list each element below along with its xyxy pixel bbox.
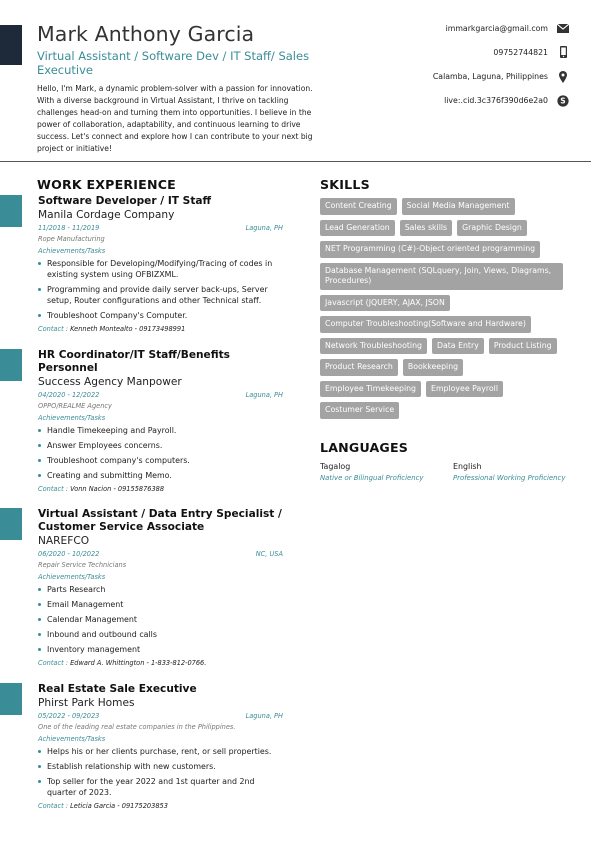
skill-chip: Network Troubleshooting (320, 338, 427, 355)
reference-label: Contact : (38, 485, 68, 493)
job-reference (38, 325, 286, 333)
profile-summary: Hello, I'm Mark, a dynamic problem-solver with a passion for innovation. With a diverse background in Virtual Assistant, I thrive on tackling challenges head-on and turning them into opportunities. I believe in the power of collaboration, adaptability, and continuous learning to drive success. Let's connect and explore how I can contribute to your next big project or initiative! (37, 84, 313, 153)
list-item: Calendar Management (38, 614, 286, 625)
list-item: Parts Research (38, 584, 286, 595)
email-text[interactable]: immarkgarcia@gmail.com (445, 23, 548, 33)
skype-text[interactable]: live:.cid.3c376f390d6e2a0 (444, 96, 548, 106)
job-description: Repair Service Technicians (38, 561, 127, 569)
job-company: Phirst Park Homes (38, 697, 135, 709)
skill-chip: Social Media Management (402, 198, 515, 215)
skill-chip: Content Creating (320, 198, 397, 215)
skill-chip: Database Management (SQLquery, Join, Views, Diagrams, Procedures) (320, 263, 563, 290)
task-list (38, 425, 286, 481)
envelope-icon (557, 22, 569, 34)
list-item: Troubleshoot Company's Computer. (38, 310, 286, 321)
reference-contact: Vonn Nacion - 09155876388 (70, 485, 165, 493)
skills-heading: SKILLS (320, 177, 370, 192)
job-accent-bar (0, 195, 22, 227)
candidate-role: Virtual Assistant / Software Dev / IT Staff/ Sales Executive (37, 49, 310, 77)
task-list (38, 746, 286, 798)
candidate-name: Mark Anthony Garcia (37, 22, 255, 46)
job-title: Real Estate Sale Executive (38, 683, 197, 695)
achievements-label: Achievements/Tasks (38, 735, 106, 743)
job-dates: 04/2020 - 12/2022 (38, 391, 100, 399)
phone-icon (557, 46, 569, 58)
reference-label: Contact : (38, 802, 68, 810)
contact-phone[interactable] (433, 46, 569, 58)
job-dates: 05/2022 - 09/2023 (38, 712, 100, 720)
reference-label: Contact : (38, 659, 68, 667)
skill-chip: Product Research (320, 359, 398, 376)
contact-info (433, 22, 569, 119)
skill-chip: Bookkeeping (403, 359, 463, 376)
job-reference (38, 802, 286, 810)
job-dates: 06/2020 - 10/2022 (38, 550, 100, 558)
job-meta (38, 224, 286, 234)
skill-chip: Data Entry (432, 338, 484, 355)
task-list (38, 258, 286, 321)
job-location: NC, USA (255, 550, 283, 558)
header-accent-bar (0, 25, 22, 65)
skill-chip: Computer Troubleshooting(Software and Hardware) (320, 316, 531, 333)
job-meta (38, 550, 286, 560)
job-company: Success Agency Manpower (38, 376, 182, 388)
job-description: Rope Manufacturing (38, 235, 105, 243)
job-location: Laguna, PH (245, 391, 283, 399)
job-meta (38, 391, 286, 401)
skill-chip: Employee Payroll (426, 381, 503, 398)
skype-icon (557, 95, 569, 107)
job-location: Laguna, PH (245, 224, 283, 232)
job-dates: 11/2018 - 11/2019 (38, 224, 100, 232)
achievements-label: Achievements/Tasks (38, 414, 106, 422)
list-item: Email Management (38, 599, 286, 610)
list-item: Handle Timekeeping and Payroll. (38, 425, 286, 436)
skill-chip: NET Programming (C#)-Object oriented programming (320, 241, 540, 258)
list-item: Answer Employees concerns. (38, 440, 286, 451)
task-list (38, 584, 286, 655)
list-item: Responsible for Developing/Modifying/Tracing of codes in existing system using OFBIZXML. (38, 258, 286, 280)
languages-heading: LANGUAGES (320, 440, 409, 455)
job-company: Manila Cordage Company (38, 209, 175, 221)
skills-list (320, 198, 570, 424)
list-item: Creating and submitting Memo. (38, 470, 286, 481)
list-item: Inbound and outbound calls (38, 629, 286, 640)
language-item (453, 462, 583, 483)
list-item: Establish relationship with new customers. (38, 761, 286, 772)
job-description: OPPO/REALME Agency (38, 402, 112, 410)
job-accent-bar (0, 349, 22, 381)
language-name: English (453, 462, 482, 471)
skill-chip: Lead Generation (320, 220, 395, 237)
language-name: Tagalog (320, 462, 351, 471)
achievements-label: Achievements/Tasks (38, 573, 106, 581)
job-description: One of the leading real estate companies in the Philippines. (38, 723, 236, 731)
job-accent-bar (0, 508, 22, 540)
work-experience-heading: WORK EXPERIENCE (37, 177, 176, 192)
list-item: Inventory management (38, 644, 286, 655)
skill-chip: Product Listing (489, 338, 557, 355)
job-reference (38, 485, 286, 493)
job-meta (38, 712, 286, 722)
job-company: NAREFCO (38, 535, 90, 547)
language-item (320, 462, 450, 483)
job-location: Laguna, PH (245, 712, 283, 720)
achievements-label: Achievements/Tasks (38, 247, 106, 255)
skill-chip: Costumer Service (320, 402, 399, 419)
contact-address (433, 71, 569, 83)
skill-chip: Employee Timekeeping (320, 381, 421, 398)
language-level: Professional Working Proficiency (453, 474, 566, 482)
reference-contact: Leticia Garcia - 09175203853 (70, 802, 168, 810)
list-item: Programming and provide daily server back-ups, Server setup, Router configurations and other Technical staff. (38, 284, 286, 306)
reference-contact: Kenneth Montealto - 09173498991 (70, 325, 186, 333)
skill-chip: Javascript (JQUERY, AJAX, JSON (320, 295, 450, 312)
phone-text[interactable]: 09752744821 (493, 47, 548, 57)
job-title: Virtual Assistant / Data Entry Specialist / Customer Service Associate (38, 508, 282, 533)
reference-label: Contact : (38, 325, 68, 333)
job-title: Software Developer / IT Staff (38, 195, 212, 207)
svg-text:S: S (560, 96, 566, 106)
job-reference (38, 659, 286, 667)
language-level: Native or Bilingual Proficiency (320, 474, 424, 482)
job-title: HR Coordinator/IT Staff/Benefits Personnel (38, 349, 230, 374)
job-accent-bar (0, 683, 22, 715)
list-item: Top seller for the year 2022 and 1st quarter and 2nd quarter of 2023. (38, 776, 286, 798)
skill-chip: Sales skills (400, 220, 452, 237)
list-item: Helps his or her clients purchase, rent, or sell properties. (38, 746, 286, 757)
address-text: Calamba, Laguna, Philippines (432, 72, 548, 82)
header-divider (0, 161, 591, 162)
list-item: Troubleshoot company's computers. (38, 455, 286, 466)
contact-email[interactable] (433, 22, 569, 34)
reference-contact: Edward A. Whittington - 1-833-812-0766. (70, 659, 207, 667)
skill-chip: Graphic Design (457, 220, 527, 237)
location-pin-icon (557, 71, 569, 83)
contact-skype[interactable] (433, 95, 569, 107)
